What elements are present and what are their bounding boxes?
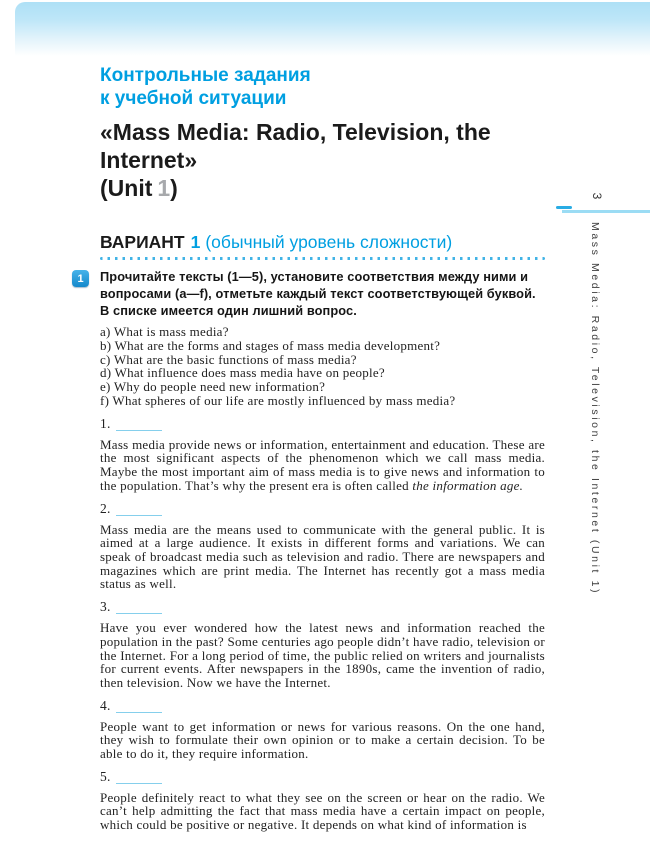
text-item-2 <box>100 502 545 592</box>
variant-heading <box>100 232 545 253</box>
answer-blank <box>116 772 162 784</box>
text-number: 3. <box>100 599 111 615</box>
text-body: People definitely react to what they see on the screen or hear on the radio. We can’t help admitting the fact that mass media have a certain impact on people, which could be positive or negative. It depends on what kind of information is <box>100 789 545 833</box>
text-item-3 <box>100 600 545 690</box>
text-item-1 <box>100 417 545 493</box>
variant-subtitle: (обычный уровень сложности) <box>205 232 453 252</box>
question-c: c) What are the basic functions of mass media? <box>100 351 357 367</box>
text-body: People want to get information or news for various reasons. On the one hand, they wish to formulate their own opinion or to make a certain decision. To be able to do it, they require information. <box>100 718 545 762</box>
page-title-line-2 <box>100 174 545 202</box>
text-number-line <box>100 770 545 784</box>
sidebar-running-title: Mass Media: Radio, Television, the Internet (Unit 1) <box>589 222 601 596</box>
unit-label: (Unit <box>100 175 153 201</box>
unit-number: 1 <box>157 175 171 201</box>
text-item-5 <box>100 770 545 832</box>
task-instruction: Прочитайте тексты (1—5), установите соответствия между ними и вопросами (a—f), отметьте каждый текст соответствующей буквой. В списке имеется один лишний вопрос. <box>100 269 536 318</box>
task-1 <box>77 268 545 319</box>
text-number: 2. <box>100 500 111 516</box>
text-number: 5. <box>100 768 111 784</box>
text-number-line <box>100 699 545 713</box>
page-number: 3 <box>590 192 604 200</box>
text-number: 4. <box>100 697 111 713</box>
question-d: d) What influence does mass media have on people? <box>100 365 385 381</box>
variant-label: ВАРИАНТ <box>100 232 185 252</box>
variant-number: 1 <box>190 232 201 252</box>
text-body: Have you ever wondered how the latest news and information reached the population in the past? Some centuries ago people didn’t have radio, television or the Internet. For a long period of time, the public relied on writers and journalists for current events. After newspapers in the 1890s, came the invention of radio, then television. Now we have the Internet. <box>100 620 545 690</box>
text-number-line <box>100 600 545 614</box>
margin-dash <box>556 206 572 209</box>
answer-blank <box>116 504 162 516</box>
question-list <box>100 325 545 408</box>
page-title <box>100 118 545 202</box>
page-content-column <box>77 0 545 833</box>
kicker-line-2: к учебной ситуации <box>100 88 287 109</box>
question-f: f) What spheres of our life are mostly influenced by mass media? <box>100 392 456 408</box>
page-title-line-1: «Mass Media: Radio, Television, the Internet» <box>100 119 491 173</box>
question-a: a) What is mass media? <box>100 324 229 339</box>
text-body-main: Mass media provide news or information, entertainment and education. These are the most significant aspects of the phenomenon which we call mass media. Maybe the most important aim of mass media is to give news and information to the population. That’s why the present era is often called <box>100 436 545 493</box>
answer-blank <box>116 602 162 614</box>
kicker-line-1: Контрольные задания <box>100 65 311 86</box>
text-number: 1. <box>100 415 111 431</box>
task-number-badge: 1 <box>72 270 89 287</box>
dotted-rule <box>100 257 545 260</box>
text-item-4 <box>100 699 545 761</box>
text-body-italic: the information age. <box>412 477 524 493</box>
question-e: e) Why do people need new information? <box>100 379 326 395</box>
unit-close-paren: ) <box>170 175 178 201</box>
sidebar-rule <box>562 210 650 213</box>
text-number-line <box>100 417 545 431</box>
text-body: Mass media are the means used to communicate with the general public. It is aimed at a large audience. It exists in different forms and variations. We can speak of broadcast media such as television and radio. There are newspapers and magazines which are print media. The Internet has recently got a mass media status as well. <box>100 521 545 592</box>
text-body <box>100 438 545 493</box>
text-number-line <box>100 502 545 516</box>
question-b: b) What are the forms and stages of mass media development? <box>100 337 441 353</box>
section-kicker <box>100 64 545 110</box>
answer-blank <box>116 701 162 713</box>
answer-blank <box>116 419 162 431</box>
